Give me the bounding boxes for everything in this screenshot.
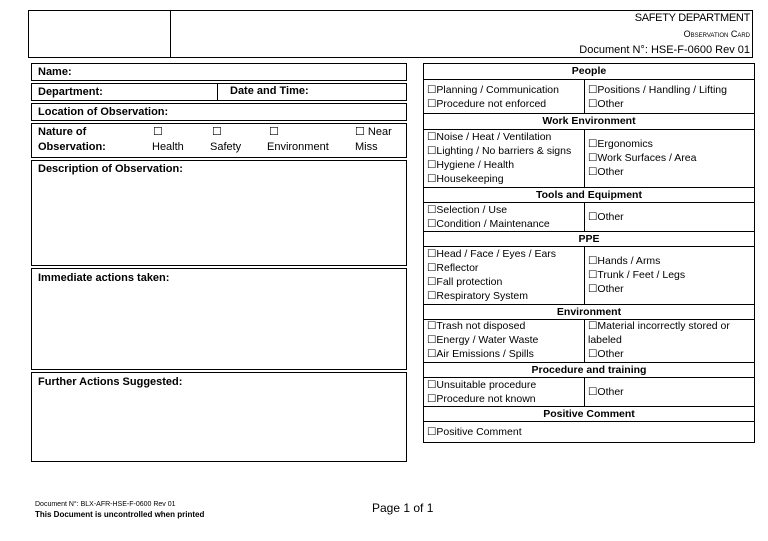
location-label: Location of Observation: [38,106,169,118]
nature-label-2: Observation: [38,141,106,153]
env-air[interactable]: ☐Air Emissions / Spills [427,348,534,360]
work-hygiene[interactable]: ☐Hygiene / Health [427,159,515,171]
description-box[interactable] [31,160,407,266]
tools-title-line [423,202,755,203]
nature-row [31,123,407,158]
tools-selection[interactable]: ☐Selection / Use [427,204,508,216]
work-noise[interactable]: ☐Noise / Heat / Ventilation [427,131,552,143]
footer-page: Page 1 of 1 [372,501,434,515]
env-trash[interactable]: ☐Trash not disposed [427,320,526,332]
near-miss-label: Miss [355,141,378,153]
datetime-divider [217,83,218,101]
env-other[interactable]: ☐Other [588,348,624,360]
work-lighting[interactable]: ☐Lighting / No barriers & signs [427,145,572,157]
col-divider-work [584,129,585,187]
col-divider-environment [584,319,585,362]
ppe-hands[interactable]: ☐Hands / Arms [588,255,661,267]
name-label: Name: [38,66,72,78]
further-actions-box[interactable] [31,372,407,462]
header-card: Observation Card [683,29,750,39]
ppe-respiratory[interactable]: ☐Respiratory System [427,290,529,302]
nature-label-1: Nature of [38,126,87,138]
safety-label: Safety [210,141,242,153]
procedure-title: Procedure and training [424,363,754,377]
tools-title: Tools and Equipment [424,188,754,202]
ppe-reflector[interactable]: ☐Reflector [427,262,479,274]
ppe-other[interactable]: ☐Other [588,283,624,295]
safety-checkbox[interactable]: ☐ [212,126,222,138]
work-ergonomics[interactable]: ☐Ergonomics [588,138,653,150]
environment-title: Environment [424,305,754,319]
header-docno: Document N°: HSE-F-0600 Rev 01 [579,44,750,56]
health-checkbox[interactable]: ☐ [153,126,163,138]
name-row[interactable] [31,63,407,81]
tools-condition[interactable]: ☐Condition / Maintenance [427,218,550,230]
work-surfaces[interactable]: ☐Work Surfaces / Area [588,152,697,164]
positive-title-line [423,421,755,422]
col-divider-ppe [584,246,585,304]
procedure-unsuitable[interactable]: ☐Unsuitable procedure [427,379,537,391]
footer-docno: Document N°: BLX-AFR-HSE-F-0600 Rev 01 [35,501,176,508]
footer-uncontrolled: This Document is uncontrolled when printed [35,510,205,519]
env-material[interactable]: ☐Material incorrectly stored or [588,320,730,332]
procedure-other[interactable]: ☐Other [588,386,624,398]
description-label: Description of Observation: [38,163,183,175]
col-divider-tools [584,202,585,231]
env-material-cont: labeled [588,334,622,346]
immediate-actions-label: Immediate actions taken: [38,272,170,284]
work-title: Work Environment [424,114,754,129]
tools-other[interactable]: ☐Other [588,211,624,223]
environment-label: Environment [267,141,329,153]
work-title-line [423,129,755,130]
people-other[interactable]: ☐Other [588,98,624,110]
header-dept: SAFETY DEPARTMENT [634,12,750,24]
ppe-title: PPE [424,232,754,246]
environment-checkbox[interactable]: ☐ [269,126,279,138]
procedure-not-known[interactable]: ☐Procedure not known [427,393,536,405]
people-planning[interactable]: ☐Planning / Communication [427,84,559,96]
further-actions-label: Further Actions Suggested: [38,376,183,388]
ppe-title-line [423,246,755,247]
datetime-label: Date and Time: [230,85,309,97]
department-row[interactable] [31,83,407,101]
positive-title: Positive Comment [424,407,754,421]
work-housekeeping[interactable]: ☐Housekeeping [427,173,504,185]
department-label: Department: [38,86,103,98]
col-divider-people [584,79,585,113]
ppe-fall[interactable]: ☐Fall protection [427,276,503,288]
immediate-actions-box[interactable] [31,268,407,370]
ppe-head[interactable]: ☐Head / Face / Eyes / Ears [427,248,557,260]
env-energy[interactable]: ☐Energy / Water Waste [427,334,539,346]
people-title: People [424,64,754,79]
people-title-line [423,79,755,80]
header-divider [170,10,171,58]
ppe-trunk[interactable]: ☐Trunk / Feet / Legs [588,269,686,281]
location-row[interactable] [31,103,407,121]
positive-comment[interactable]: ☐Positive Comment [427,426,522,438]
people-positions[interactable]: ☐Positions / Handling / Lifting [588,84,727,96]
health-label: Health [152,141,184,153]
people-procedure[interactable]: ☐Procedure not enforced [427,98,547,110]
col-divider-procedure [584,377,585,406]
near-miss-checkbox[interactable]: ☐ Near [355,126,392,138]
work-other[interactable]: ☐Other [588,166,624,178]
procedure-title-line [423,377,755,378]
